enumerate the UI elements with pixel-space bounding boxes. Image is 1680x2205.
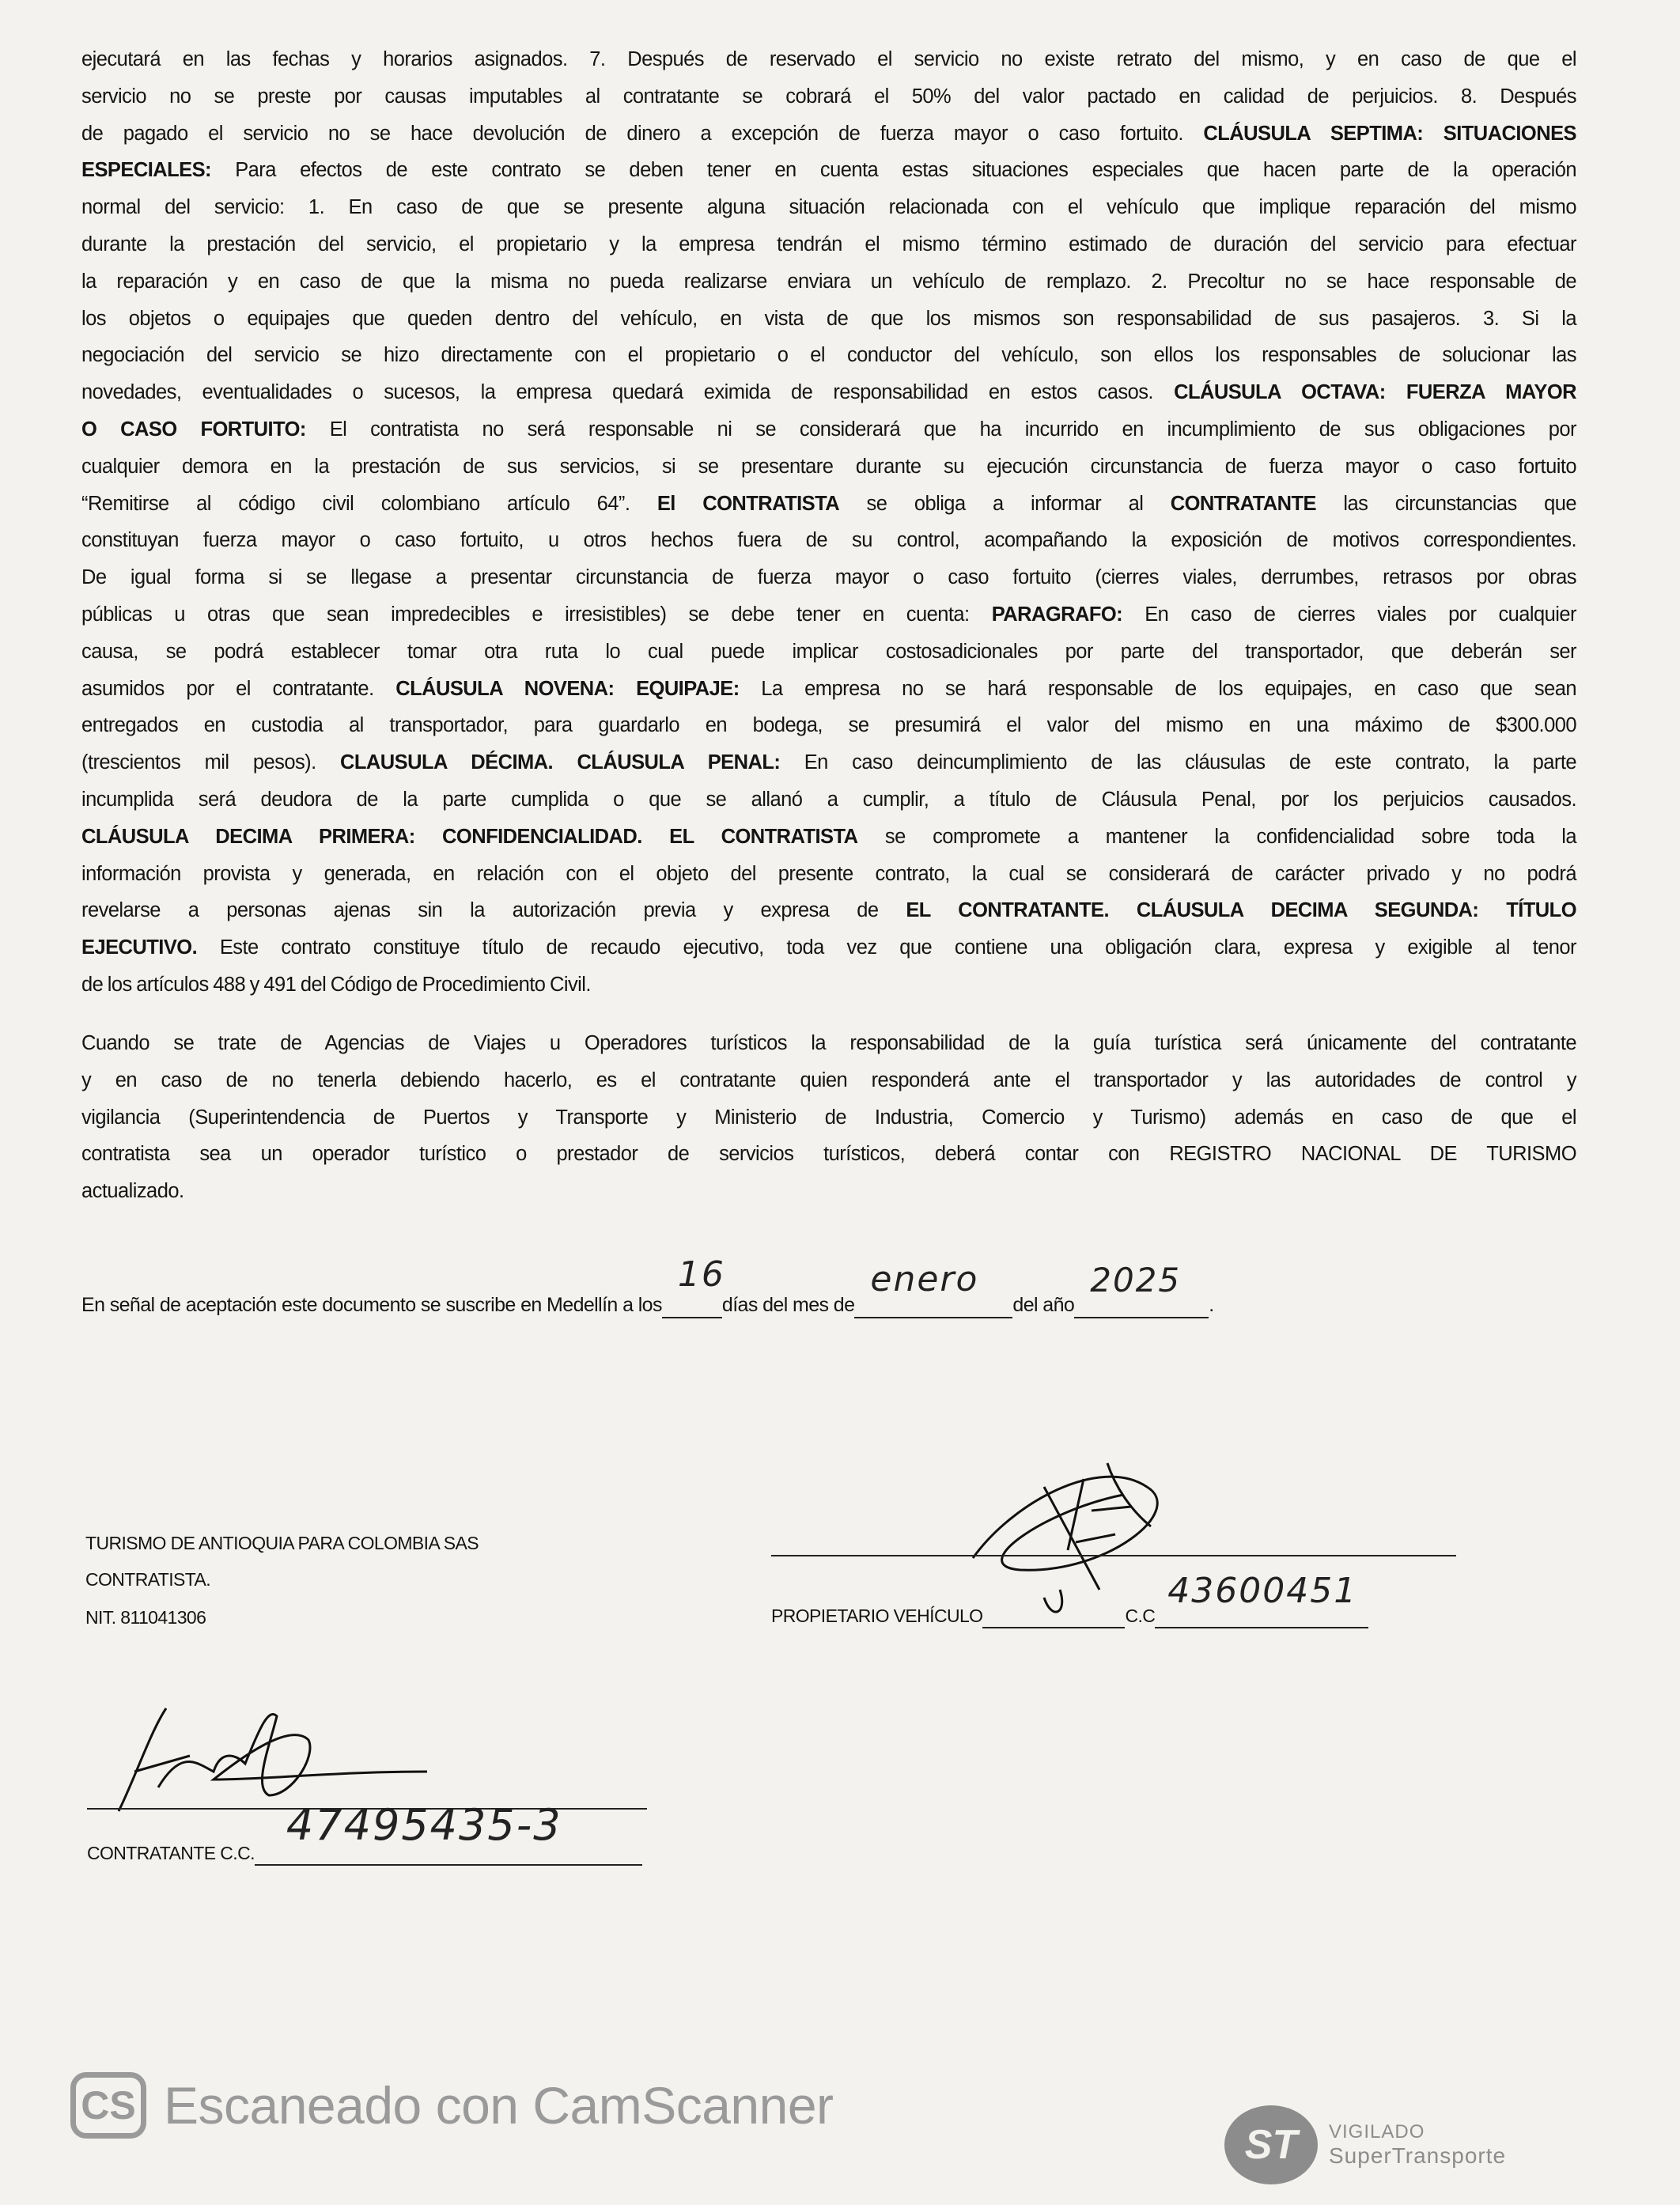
text-line (81, 189, 1576, 226)
text: cualquier demora en la prestación de sus servicios, si se presentare durante su ejecución circunstancia de fuerza mayor o caso fortuito (81, 455, 1576, 478)
supertransporte-logo-icon: ST (1224, 2105, 1318, 2184)
text: El contratista no será responsable ni se considerará que ha incurrido en incumplimiento de sus obligaciones por (305, 418, 1576, 441)
text-line (81, 115, 1576, 153)
text-line (81, 263, 1576, 301)
year-handwritten: 2025 (1090, 1261, 1182, 1299)
text: En caso de cierres viales por cualquier (1122, 603, 1576, 626)
text: constituyan fuerza mayor o caso fortuito, u otros hechos fuera de su control, acompañando la exposición de motivos correspondientes. (81, 529, 1576, 552)
camscanner-text: Escaneado con CamScanner (164, 2076, 834, 2135)
month-handwritten: enero (870, 1259, 979, 1299)
text: de los artículos 488 y 491 del Código de Procedimiento Civil. (81, 974, 591, 996)
text-line (81, 634, 1576, 671)
text: los objetos o equipajes que queden dentro del vehículo, en vista de que los mismos son responsabilidad de sus pasajeros. 3. Si la (81, 307, 1576, 330)
text: De igual forma si se llegase a presentar circunstancia de fuerza mayor o caso fortuito (cierres viales, derrumbes, retrasos por obras (81, 566, 1576, 589)
text-line (81, 707, 1576, 744)
text: públicas u otras que sean impredecibles e irresistibles) se debe tener en cuenta: (81, 603, 992, 626)
bold-text: EJECUTIVO. (81, 936, 198, 959)
text-line (81, 448, 1576, 486)
text-line: contratista sea un operador turístico o prestador de servicios turísticos, deberá contar con REGISTRO NACIONAL DE TURISMO (81, 1143, 1576, 1166)
text: Para efectos de este contrato se deben tener en cuenta estas situaciones especiales que hacen parte de la operación (210, 159, 1576, 182)
contratante-line (87, 1800, 642, 1866)
text: La empresa no se hará responsable de los equipajes, en caso que sean (739, 677, 1576, 700)
acceptance-line (81, 1254, 1214, 1318)
bold-text: CLÁUSULA OCTAVA: FUERZA MAYOR (1174, 381, 1576, 404)
contratante-label: CONTRATANTE C.C. (87, 1843, 255, 1863)
text-line (81, 671, 1576, 708)
propietario-line (771, 1571, 1368, 1628)
text-line (81, 522, 1576, 559)
acceptance-text-2: días del mes de (721, 1294, 855, 1316)
day-field (662, 1254, 725, 1318)
text-line (81, 152, 1576, 189)
text-line (81, 892, 1576, 929)
text: causa, se podrá establecer tomar otra ruta lo cual puede implicar costosadicionales por parte del transportador, que deberán ser (81, 640, 1576, 663)
text-line: actualizado. (81, 1180, 184, 1203)
text-line (81, 41, 1576, 78)
text: novedades, eventualidades o sucesos, la empresa quedará eximida de responsabilidad en estos casos. (81, 381, 1175, 404)
text: durante la prestación del servicio, el propietario y la empresa tendrán el mismo término estimado de duración del servicio para efectuar (81, 233, 1576, 255)
camscanner-logo-icon: CS (70, 2072, 146, 2139)
contratista-role: CONTRATISTA. (85, 1569, 211, 1590)
text: servicio no se preste por causas imputables al contratante se cobrará el 50% del valor pactado en calidad de perjuicios. 8. Después (81, 85, 1576, 108)
text: “Remitirse al código civil colombiano artículo 64”. (81, 492, 657, 515)
bold-text: CLÁUSULA SEPTIMA: SITUACIONES (1203, 122, 1576, 145)
text: normal del servicio: 1. En caso de que se presente alguna situación relacionada con el vehículo que implique reparación del mismo (81, 196, 1576, 219)
year-field (1074, 1261, 1209, 1318)
text-line (81, 596, 1576, 634)
text: la reparación y en caso de que la misma no pueda realizarse enviara un vehículo de remplazo. 2. Precoltur no se hace responsable de (81, 270, 1576, 293)
text: Este contrato constituye título de recaudo ejecutivo, toda vez que contiene una obligación clara, expresa y exigible al tenor (197, 936, 1576, 959)
text-line (81, 411, 1576, 448)
acceptance-text-3: del año (1012, 1294, 1075, 1316)
text-line (81, 78, 1576, 115)
text: de pagado el servicio no se hace devolución de dinero a excepción de fuerza mayor o caso fortuito. (81, 122, 1204, 145)
camscanner-watermark (70, 2072, 834, 2139)
propietario-signature-line (771, 1555, 1456, 1556)
vigilado-label: VIGILADO (1329, 2121, 1425, 2143)
text-line (81, 374, 1576, 411)
text: asumidos por el contratante. (81, 677, 396, 700)
bold-text: CLÁUSULA NOVENA: EQUIPAJE: (395, 677, 740, 700)
bold-text: PARAGRAFO: (991, 603, 1123, 626)
supertransporte-label: SuperTransporte (1329, 2143, 1507, 2168)
bold-text: EL CONTRATANTE. CLÁUSULA DECIMA SEGUNDA: TÍTULO (906, 899, 1576, 922)
bold-text: O CASO FORTUITO: (81, 418, 306, 441)
text: ejecutará en las fechas y horarios asignados. 7. Después de reservado el servicio no existe retrato del mismo, y en caso de que el (81, 48, 1576, 70)
text-line (81, 486, 1576, 523)
text: entregados en custodia al transportador, para guardarlo en bodega, se presumirá el valor del mismo en una máximo de $300.000 (81, 714, 1576, 737)
vigilado-supertransporte-stamp (1224, 2105, 1506, 2184)
text-line (81, 966, 1576, 1004)
acceptance-text-1: En señal de aceptación este documento se suscribe en Medellín a los (81, 1294, 662, 1316)
contratante-cc-handwritten: 47495435-3 (286, 1800, 562, 1850)
text: En caso deincumplimiento de las cláusulas de este contrato, la parte (780, 751, 1576, 774)
text-line (81, 226, 1576, 263)
text-line (81, 744, 1576, 781)
text: las circunstancias que (1316, 492, 1576, 515)
day-handwritten: 16 (677, 1254, 725, 1295)
propietario-label: PROPIETARIO VEHÍCULO (771, 1606, 983, 1626)
propietario-cc-handwritten: 43600451 (1167, 1571, 1358, 1611)
month-field (854, 1259, 1012, 1318)
propietario-cc-label: C.C (1125, 1606, 1156, 1626)
text-line (81, 337, 1576, 374)
text-line (81, 301, 1576, 338)
acceptance-end: . (1209, 1294, 1214, 1316)
bold-text: CLÁUSULA DECIMA PRIMERA: CONFIDENCIALIDAD. EL CONTRATISTA (81, 825, 858, 848)
text-line: Cuando se trate de Agencias de Viajes u Operadores turísticos la responsabilidad de la guía turística será únicamente del contratante (81, 1032, 1576, 1054)
text: se obliga a informar al (839, 492, 1171, 515)
text-line: y en caso de no tenerla debiendo hacerlo, es el contratante quien responderá ante el transportador y las autoridades de control y (81, 1068, 1576, 1091)
bold-text: ESPECIALES: (81, 159, 211, 182)
text: se compromete a mantener la confidencialidad sobre toda la (857, 825, 1576, 848)
contratista-company: TURISMO DE ANTIOQUIA PARA COLOMBIA SAS (85, 1533, 479, 1553)
text: revelarse a personas ajenas sin la autorización previa y expresa de (81, 899, 906, 922)
text-line (81, 781, 1576, 819)
text: incumplida será deudora de la parte cumplida o que se allanó a cumplir, a título de Cláusula Penal, por los perjuicios causados. (81, 789, 1576, 811)
text-line (81, 856, 1576, 893)
text-line (81, 819, 1576, 856)
text-line (81, 559, 1576, 596)
text: negociación del servicio se hizo directamente con el propietario o el conductor del vehículo, son ellos los responsables de solucionar las (81, 344, 1576, 367)
bold-text: CONTRATANTE (1170, 492, 1316, 515)
text-line: vigilancia (Superintendencia de Puertos y Transporte y Ministerio de Industria, Comercio y Turismo) además en caso de que el (81, 1106, 1576, 1129)
bold-text: El CONTRATISTA (656, 492, 840, 515)
text: (trescientos mil pesos). (81, 751, 340, 774)
text: información provista y generada, en relación con el objeto del presente contrato, la cual se considerará de carácter privado y no podrá (81, 862, 1576, 885)
contratista-nit: NIT. 811041306 (85, 1607, 206, 1628)
bold-text: CLAUSULA DÉCIMA. CLÁUSULA PENAL: (340, 751, 781, 774)
text-line (81, 929, 1576, 966)
